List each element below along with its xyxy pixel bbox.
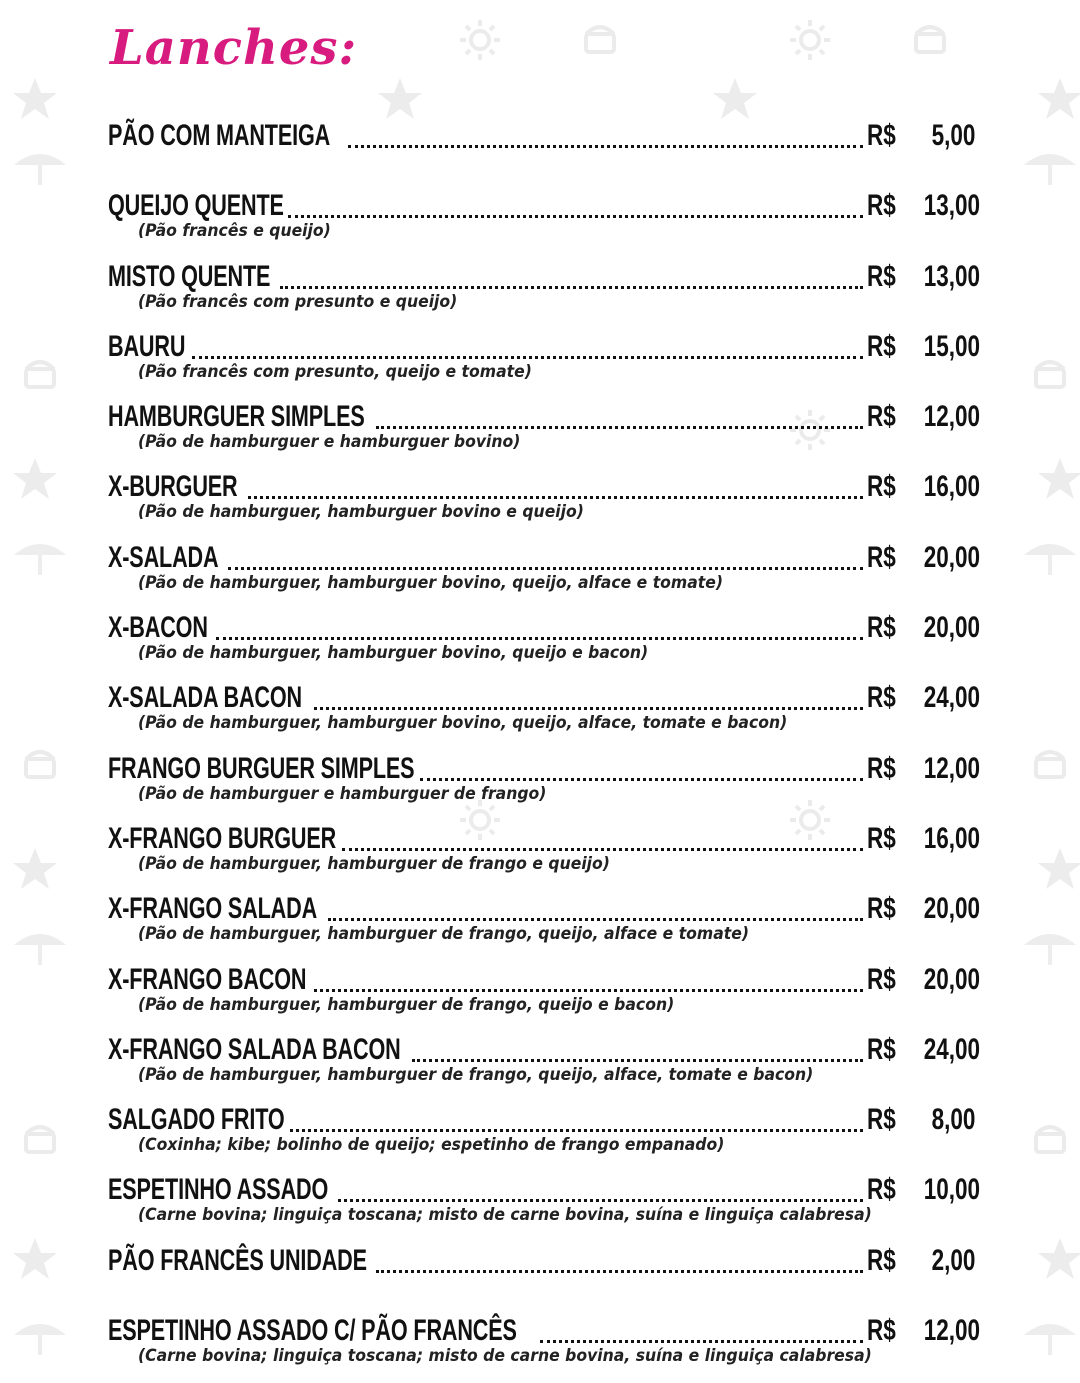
item-name: BAURU: [108, 329, 186, 363]
item-description: (Pão de hamburguer, hamburguer de frango, queijo, alface e tomate): [138, 924, 750, 945]
menu-item: [108, 674, 981, 744]
menu-item: [108, 323, 981, 393]
item-price: [867, 1030, 981, 1070]
item-price: [867, 749, 981, 789]
dot-leader: [338, 1198, 863, 1202]
menu-item: [108, 815, 981, 885]
price-value: 24,00: [924, 1032, 981, 1066]
item-price: [867, 960, 981, 1000]
item-name: X-FRANGO SALADA: [108, 892, 318, 926]
dot-leader: [342, 847, 863, 851]
price-currency: R$: [867, 962, 896, 996]
price-value: 16,00: [924, 470, 981, 504]
menu-item: [108, 463, 981, 533]
menu-item: [108, 534, 981, 604]
item-description: (Pão de hamburguer, hamburguer bovino, queijo e bacon): [138, 643, 649, 664]
item-price: [867, 397, 981, 437]
price-value: 12,00: [924, 751, 981, 785]
price-value: 20,00: [924, 611, 981, 645]
item-price: [867, 327, 981, 367]
dot-leader: [248, 495, 863, 499]
price-currency: R$: [867, 751, 896, 785]
item-description: (Carne bovina; linguiça toscana; misto de carne bovina, suína e linguiça calabresa): [138, 1205, 872, 1226]
price-currency: R$: [867, 540, 896, 574]
price-currency: R$: [867, 470, 896, 504]
item-name: X-BURGUER: [108, 470, 238, 504]
menu-title: Lanches:: [110, 20, 358, 76]
item-price: [867, 1241, 975, 1281]
price-currency: R$: [867, 119, 896, 152]
item-name: HAMBURGUER SIMPLES: [108, 400, 365, 434]
menu-item: [108, 1026, 981, 1096]
item-price: [867, 1311, 981, 1351]
item-description: (Pão francês e queijo): [138, 221, 331, 242]
menu-item: [108, 393, 981, 463]
price-currency: R$: [867, 1243, 896, 1277]
item-price: [867, 889, 981, 929]
price-value: 20,00: [924, 962, 981, 996]
item-price: [867, 467, 981, 507]
item-name: SALGADO FRITO: [108, 1103, 285, 1137]
item-name: ESPETINHO ASSADO: [108, 1173, 329, 1207]
item-price: [867, 116, 975, 156]
price-value: 13,00: [924, 259, 981, 293]
price-currency: R$: [867, 189, 896, 223]
item-description: (Pão de hamburguer, hamburguer de frango e queijo): [138, 853, 610, 874]
price-currency: R$: [867, 329, 896, 363]
price-value: 12,00: [924, 1314, 981, 1348]
price-value: 12,00: [924, 400, 981, 434]
menu-item: [108, 253, 981, 323]
item-name: FRANGO BURGUER SIMPLES: [108, 751, 415, 785]
item-description: (Pão de hamburguer e hamburguer bovino): [138, 432, 521, 453]
price-value: 16,00: [924, 821, 981, 855]
price-currency: R$: [867, 892, 896, 926]
item-description: (Pão de hamburguer, hamburguer de frango, queijo e bacon): [138, 994, 675, 1015]
item-price: [867, 1170, 981, 1210]
menu-item: [108, 1237, 975, 1307]
menu-item: [108, 1166, 981, 1236]
item-name: X-FRANGO BACON: [108, 962, 307, 996]
price-value: 13,00: [924, 189, 981, 223]
price-currency: R$: [867, 611, 896, 645]
menu-item: [108, 182, 981, 252]
dot-leader: [314, 706, 863, 710]
item-name: QUEIJO QUENTE: [108, 189, 284, 223]
price-value: 24,00: [924, 681, 981, 715]
dot-leader: [228, 566, 863, 570]
price-value: 20,00: [924, 540, 981, 574]
dot-leader: [290, 1128, 863, 1132]
price-currency: R$: [867, 1103, 896, 1137]
item-name: PÃO FRANCÊS UNIDADE: [108, 1243, 367, 1277]
dot-leader: [314, 988, 863, 992]
price-currency: R$: [867, 681, 896, 715]
item-name: X-FRANGO BURGUER: [108, 821, 337, 855]
item-price: [867, 678, 981, 718]
price-value: 8,00: [931, 1103, 975, 1137]
item-price: [867, 608, 981, 648]
dot-leader: [376, 425, 863, 429]
item-name: X-SALADA: [108, 540, 219, 574]
menu-item: [108, 1096, 975, 1166]
price-currency: R$: [867, 259, 896, 293]
menu-item: [108, 604, 981, 674]
menu-item: [108, 112, 975, 182]
dot-leader: [420, 777, 863, 781]
price-currency: R$: [867, 1314, 896, 1348]
menu-list: [108, 112, 981, 1377]
dot-leader: [216, 636, 863, 640]
item-description: (Pão de hamburguer, hamburguer de frango, queijo, alface, tomate e bacon): [138, 1064, 814, 1085]
item-name: X-SALADA BACON: [108, 681, 302, 715]
item-name: PÃO COM MANTEIGA: [108, 119, 331, 152]
dot-leader: [288, 214, 863, 218]
item-description: (Coxinha; kibe; bolinho de queijo; espetinho de frango empanado): [138, 1135, 725, 1156]
item-price: [867, 1100, 975, 1140]
price-currency: R$: [867, 821, 896, 855]
item-name: ESPETINHO ASSADO C/ PÃO FRANCÊS: [108, 1314, 517, 1348]
price-currency: R$: [867, 400, 896, 434]
price-currency: R$: [867, 1032, 896, 1066]
item-description: (Pão francês com presunto, queijo e tomate): [138, 361, 532, 382]
item-description: (Carne bovina; linguiça toscana; misto de carne bovina, suína e linguiça calabresa): [138, 1346, 872, 1367]
dot-leader: [328, 917, 863, 921]
price-value: 15,00: [924, 329, 981, 363]
item-description: (Pão de hamburguer, hamburguer bovino, queijo, alface, tomate e bacon): [138, 713, 788, 734]
item-price: [867, 538, 981, 578]
dot-leader: [540, 1339, 863, 1343]
item-description: (Pão francês com presunto e queijo): [138, 291, 458, 312]
item-description: (Pão de hamburguer e hamburguer de frango): [138, 783, 547, 804]
dot-leader: [348, 144, 863, 148]
item-name: X-BACON: [108, 611, 208, 645]
menu-item: [108, 1307, 981, 1377]
item-name: X-FRANGO SALADA BACON: [108, 1032, 401, 1066]
item-description: (Pão de hamburguer, hamburguer bovino, queijo, alface e tomate): [138, 572, 724, 593]
menu-item: [108, 956, 981, 1026]
price-currency: R$: [867, 1173, 896, 1207]
menu-item: [108, 885, 981, 955]
item-price: [867, 257, 981, 297]
price-value: 2,00: [931, 1243, 975, 1277]
item-name: MISTO QUENTE: [108, 259, 271, 293]
dot-leader: [192, 355, 863, 359]
item-price: [867, 819, 981, 859]
menu-item: [108, 745, 981, 815]
dot-leader: [280, 285, 863, 289]
dot-leader: [376, 1269, 863, 1273]
price-value: 5,00: [931, 119, 975, 152]
price-value: 10,00: [924, 1173, 981, 1207]
item-price: [867, 186, 981, 226]
price-value: 20,00: [924, 892, 981, 926]
item-description: (Pão de hamburguer, hamburguer bovino e queijo): [138, 502, 584, 523]
dot-leader: [412, 1058, 863, 1062]
